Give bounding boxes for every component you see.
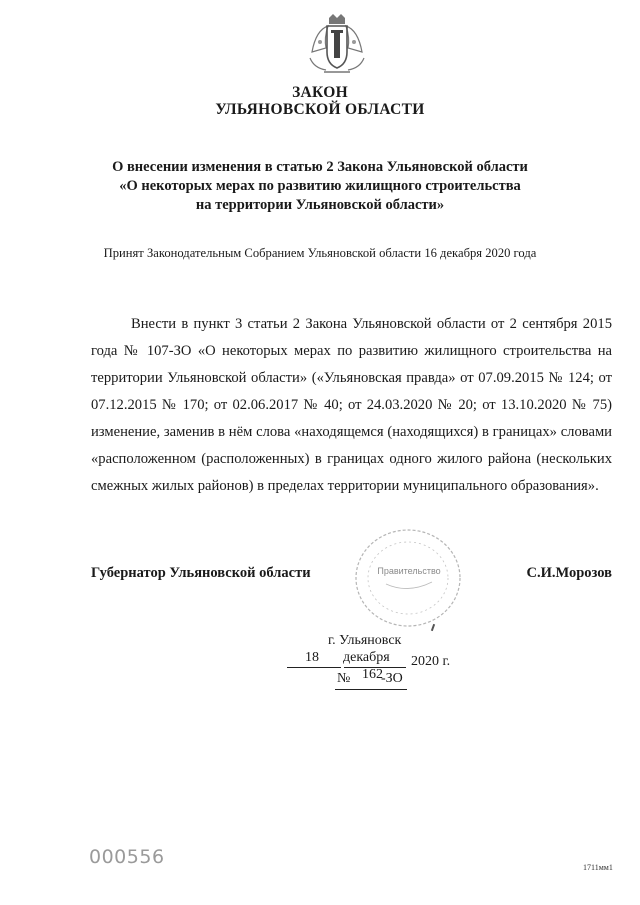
official-seal-stamp bbox=[346, 522, 472, 634]
law-region-heading: УЛЬЯНОВСКОЙ ОБЛАСТИ bbox=[215, 101, 425, 118]
date-year: 2020 г. bbox=[411, 654, 451, 669]
adoption-note: Принят Законодательным Собранием Ульяновской области 16 декабря 2020 года bbox=[103, 246, 537, 260]
number-underline bbox=[335, 689, 407, 690]
document-serial-number: 000556 bbox=[89, 846, 165, 868]
law-number bbox=[335, 667, 425, 693]
signing-city: г. Ульяновск bbox=[328, 633, 402, 648]
subject-line-2: «О некоторых мерах по развитию жилищного строительства bbox=[119, 178, 521, 194]
number-suffix: -ЗО bbox=[381, 671, 403, 686]
law-body bbox=[91, 311, 612, 500]
subject-line-3: на территории Ульяновской области» bbox=[195, 197, 445, 213]
signatory-name: С.И.Морозов bbox=[526, 565, 612, 581]
number-sign: № bbox=[337, 671, 351, 686]
law-subject-title bbox=[0, 158, 640, 215]
law-heading: ЗАКОН bbox=[292, 84, 348, 101]
number-value: 162 bbox=[362, 667, 383, 682]
stamp-text: Правительство bbox=[377, 566, 441, 576]
date-day: 18 bbox=[305, 650, 319, 665]
signatory-title: Губернатор Ульяновской области bbox=[91, 565, 311, 581]
date-month: декабря bbox=[343, 650, 390, 665]
law-body-paragraph: Внести в пункт 3 статьи 2 Закона Ульяновской области от 2 сентября 2015 года № 107-ЗО «О некоторых мерах по развитию жилищного строительства на территории Ульяновской области» («Ульяновская правда» от 07.09.2015 № 124; от 07.12.2015 № 170; от 02.06.2017 № 40; от 24.03.2020 № 20; от 13.10.2020 № 75) изменение, заменив в нём слова «находящемся (находящихся) в границах» словами «расположенном (расположенных) в границах одного жилого района (нескольких смежных жилых районов) в пределах территории муниципального образования». bbox=[91, 316, 612, 494]
subject-line-1: О внесении изменения в статью 2 Закона Ульяновской области bbox=[112, 159, 528, 175]
document-code: 1711мм1 bbox=[583, 863, 613, 872]
day-underline bbox=[287, 667, 341, 668]
coat-of-arms-emblem bbox=[302, 12, 372, 78]
